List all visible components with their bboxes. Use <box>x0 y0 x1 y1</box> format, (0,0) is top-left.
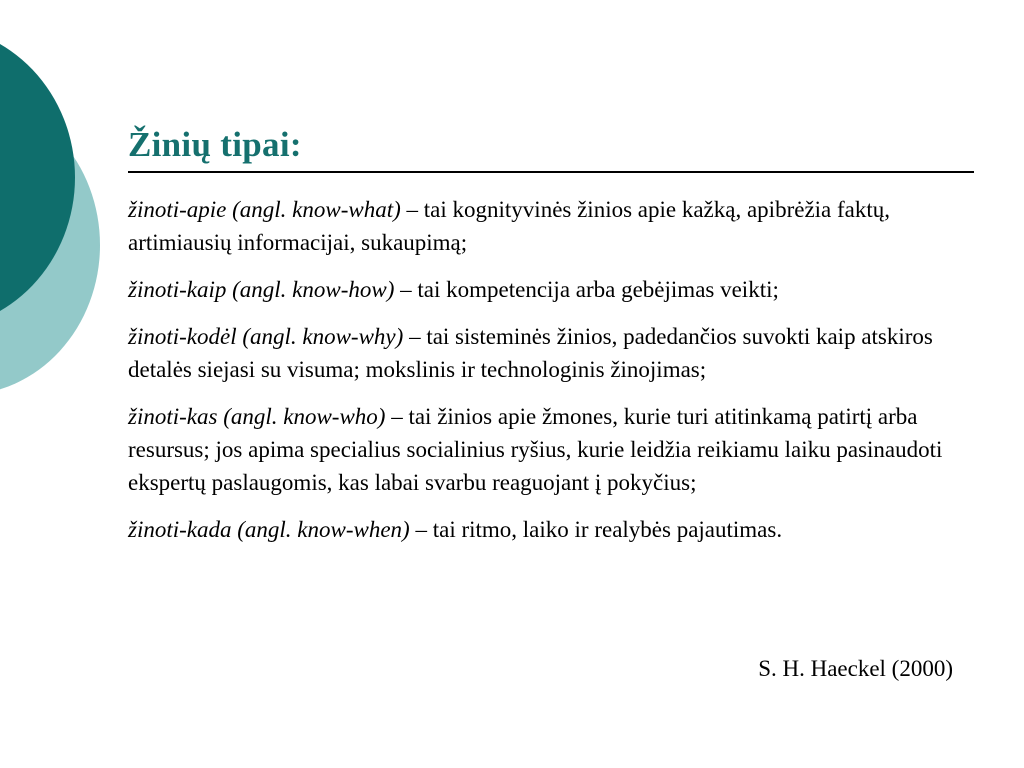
knowledge-type-know-when <box>128 513 968 546</box>
term-know-who: žinoti-kas (angl. know-who) <box>128 404 386 429</box>
term-know-why: žinoti-kodėl (angl. know-why) <box>128 324 404 349</box>
term-know-how: žinoti-kaip (angl. know-how) <box>128 277 395 302</box>
term-know-what: žinoti-apie (angl. know-what) <box>128 197 401 222</box>
knowledge-type-know-why <box>128 320 968 386</box>
slide-body <box>128 193 968 560</box>
knowledge-type-know-who <box>128 400 968 499</box>
knowledge-type-know-how <box>128 273 968 306</box>
definition-know-who: – tai žinios apie žmones, kurie turi atitinkamą patirtį arba resursus; jos apima specialius socialinius ryšius, kurie leidžia reikiamu laiku pasinaudoti ekspertų paslaugomis, kas labai svarbu reaguojant į pokyčius; <box>128 404 943 495</box>
definition-know-how: – tai kompetencija arba gebėjimas veikti; <box>394 277 779 302</box>
term-know-when: žinoti-kada (angl. know-when) <box>128 517 410 542</box>
title-underline <box>128 171 974 173</box>
knowledge-type-know-what <box>128 193 968 259</box>
slide-title: Žinių tipai: <box>128 125 302 164</box>
definition-know-what: – tai kognityvinės žinios apie kažką, apibrėžia faktų, artimiausių informacijai, sukaupimą; <box>128 197 891 255</box>
definition-know-when: – tai ritmo, laiko ir realybės pajautimas. <box>409 517 783 542</box>
definition-know-why: – tai sisteminės žinios, padedančios suvokti kaip atskiros detalės siejasi su visuma; mokslinis ir technologinis žinojimas; <box>128 324 933 382</box>
citation: S. H. Haeckel (2000) <box>758 656 953 681</box>
